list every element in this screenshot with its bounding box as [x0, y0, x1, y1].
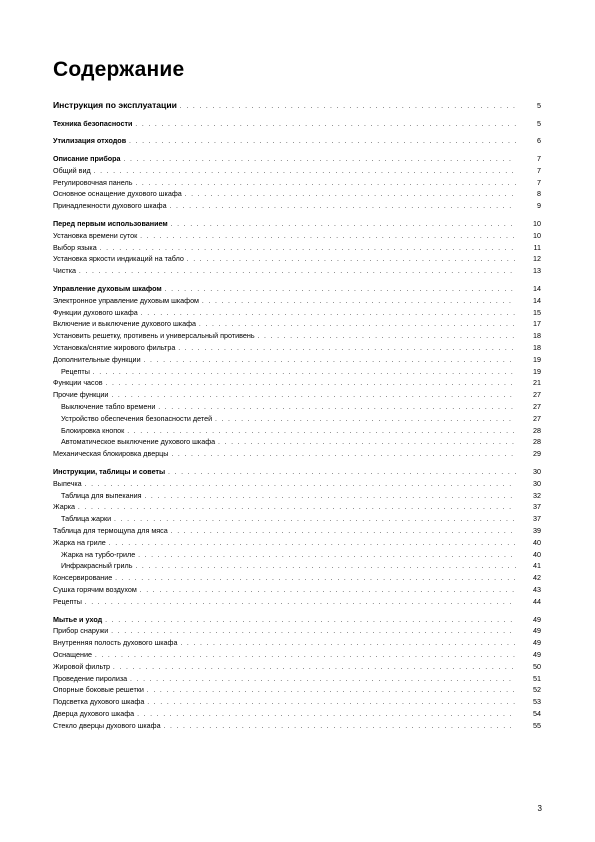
toc-entry[interactable]	[53, 673, 541, 685]
dot-leader	[115, 574, 516, 586]
toc-entry[interactable]	[53, 200, 541, 212]
toc-entry-label: Дверца духового шкафа	[53, 708, 135, 718]
toc-entry-page-number: 5	[537, 118, 541, 128]
dot-leader	[180, 101, 516, 114]
toc-entry-page-number: 37	[533, 514, 541, 524]
dot-leader	[137, 710, 516, 722]
toc-section	[53, 283, 541, 460]
toc-entry-label: Рецепты	[53, 596, 82, 606]
toc-entry-label: Основное оснащение духового шкафа	[53, 189, 182, 199]
toc-entry-label: Стекло дверцы духового шкафа	[53, 720, 161, 730]
toc-entry[interactable]	[53, 625, 541, 637]
dot-leader	[145, 492, 516, 504]
toc-entry[interactable]	[53, 572, 541, 584]
toc-entry-page-number: 54	[533, 708, 541, 718]
toc-entry-label: Установка яркости индикаций на табло	[53, 254, 184, 264]
toc-entry-page-number: 9	[537, 201, 541, 211]
toc-entry-label: Проведение пиролиза	[53, 673, 128, 683]
toc-heading[interactable]	[53, 153, 541, 165]
dot-leader	[136, 562, 517, 574]
toc-entry[interactable]	[53, 448, 541, 460]
dot-leader	[93, 368, 516, 380]
toc-section	[53, 466, 541, 608]
toc-entry[interactable]	[53, 330, 541, 342]
toc-heading[interactable]	[53, 283, 541, 295]
toc-entry[interactable]	[53, 377, 541, 389]
toc-entry[interactable]	[53, 436, 541, 448]
toc-entry[interactable]	[53, 177, 541, 189]
dot-leader	[94, 167, 516, 179]
toc-entry-page-number: 13	[533, 266, 541, 276]
toc-entry[interactable]	[53, 265, 541, 277]
toc-entry[interactable]	[53, 230, 541, 242]
toc-entry-label: Жарка на турбо-гриле	[61, 549, 136, 559]
toc-entry-label: Мытье и уход	[53, 614, 103, 624]
toc-entry[interactable]	[53, 389, 541, 401]
dot-leader	[79, 267, 516, 279]
toc-entry-label: Выбор языка	[53, 242, 97, 252]
toc-entry-label: Таблица жарки	[61, 514, 112, 524]
toc-entry-page-number: 8	[537, 189, 541, 199]
toc-entry-label: Сушка горячим воздухом	[53, 584, 137, 594]
toc-entry[interactable]	[53, 501, 541, 513]
toc-entry-label: Утилизация отходов	[53, 136, 127, 146]
dot-leader	[85, 598, 516, 610]
toc-section	[53, 153, 541, 212]
toc-entry[interactable]	[53, 708, 541, 720]
page-title: Содержание	[53, 58, 185, 81]
toc-entry-page-number: 27	[533, 390, 541, 400]
toc-entry-page-number: 5	[537, 101, 541, 110]
toc-entry-label: Принадлежности духового шкафа	[53, 201, 167, 211]
toc-entry-page-number: 27	[533, 413, 541, 423]
toc-entry-page-number: 32	[533, 490, 541, 500]
toc-section	[53, 99, 541, 112]
toc-entry-page-number: 49	[533, 614, 541, 624]
page-number: 3	[537, 804, 542, 813]
dot-leader	[85, 480, 516, 492]
toc-entry-page-number: 30	[533, 467, 541, 477]
toc-entry-label: Прочие функции	[53, 390, 109, 400]
toc-entry[interactable]	[53, 307, 541, 319]
dot-leader	[140, 586, 516, 598]
toc-entry[interactable]	[53, 295, 541, 307]
toc-entry-page-number: 10	[533, 219, 541, 229]
toc-entry[interactable]	[53, 188, 541, 200]
dot-leader	[138, 551, 516, 563]
toc-entry-label: Инфракрасный гриль	[61, 561, 133, 571]
toc-entry-label: Включение и выключение духового шкафа	[53, 319, 197, 329]
toc-entry[interactable]	[53, 584, 541, 596]
toc-entry-page-number: 40	[533, 537, 541, 547]
toc-entry-page-number: 49	[533, 649, 541, 659]
toc-entry-page-number: 7	[537, 165, 541, 175]
toc-entry-label: Выключение табло времени	[61, 402, 156, 412]
toc-entry-label: Опорные боковые решетки	[53, 685, 144, 695]
dot-leader	[165, 285, 516, 297]
toc-entry-page-number: 44	[533, 596, 541, 606]
dot-leader	[170, 202, 516, 214]
dot-leader	[147, 686, 516, 698]
toc-entry-label: Жировой фильтр	[53, 661, 110, 671]
toc-entry-label: Устройство обеспечения безопасности детей	[61, 413, 213, 423]
toc-entry-page-number: 27	[533, 402, 541, 412]
dot-leader	[218, 438, 516, 450]
toc-entry-page-number: 37	[533, 502, 541, 512]
toc-entry-page-number: 53	[533, 697, 541, 707]
dot-leader	[187, 255, 516, 267]
toc-entry-page-number: 21	[533, 378, 541, 388]
toc-entry-label: Жарка	[53, 502, 76, 512]
toc-heading[interactable]	[53, 135, 541, 147]
toc-entry-page-number: 29	[533, 449, 541, 459]
dot-leader	[141, 309, 516, 321]
dot-leader	[135, 179, 516, 191]
toc-entry-label: Оснащение	[53, 649, 92, 659]
toc-entry[interactable]	[53, 478, 541, 490]
dot-leader	[168, 468, 516, 480]
table-of-contents	[53, 99, 541, 738]
toc-entry[interactable]	[53, 413, 541, 425]
toc-entry-label: Консервирование	[53, 573, 113, 583]
dot-leader	[171, 527, 516, 539]
toc-entry-page-number: 28	[533, 425, 541, 435]
toc-entry-label: Установить решетку, противень и универсальный противень	[53, 331, 255, 341]
dot-leader	[171, 450, 516, 462]
toc-entry-page-number: 49	[533, 626, 541, 636]
toc-entry-label: Рецепты	[61, 366, 90, 376]
toc-entry-page-number: 49	[533, 638, 541, 648]
toc-entry-label: Жарка на гриле	[53, 537, 106, 547]
toc-entry-page-number: 19	[533, 366, 541, 376]
dot-leader	[135, 120, 516, 132]
dot-leader	[111, 391, 516, 403]
toc-entry-page-number: 6	[537, 136, 541, 146]
toc-entry-label: Прибор снаружи	[53, 626, 109, 636]
toc-heading[interactable]	[53, 118, 541, 130]
toc-entry-page-number: 41	[533, 561, 541, 571]
toc-entry-label: Инструкции, таблицы и советы	[53, 467, 166, 477]
toc-entry[interactable]	[53, 342, 541, 354]
dot-leader	[105, 616, 516, 628]
toc-entry-page-number: 43	[533, 584, 541, 594]
dot-leader	[140, 232, 516, 244]
toc-entry-label: Таблица для термощупа для мяса	[53, 526, 168, 535]
toc-entry-page-number: 39	[533, 526, 541, 535]
toc-entry[interactable]	[53, 560, 541, 572]
dot-leader	[147, 698, 516, 710]
toc-heading[interactable]	[53, 614, 541, 626]
toc-entry-page-number: 30	[533, 478, 541, 488]
toc-section	[53, 135, 541, 147]
toc-entry[interactable]	[53, 549, 541, 561]
toc-entry-label: Техника безопасности	[53, 118, 133, 128]
toc-entry[interactable]	[53, 242, 541, 254]
dot-leader	[130, 675, 516, 687]
toc-entry[interactable]	[53, 696, 541, 708]
toc-entry[interactable]	[53, 490, 541, 502]
dot-leader	[114, 515, 516, 527]
toc-entry-page-number: 12	[533, 254, 541, 264]
toc-entry-label: Выпечка	[53, 478, 82, 488]
toc-entry-page-number: 18	[533, 343, 541, 353]
dot-leader	[180, 639, 516, 651]
toc-entry-label: Чистка	[53, 266, 76, 276]
toc-entry[interactable]	[53, 637, 541, 649]
toc-entry-label: Управление духовым шкафом	[53, 284, 162, 294]
toc-entry-page-number: 11	[533, 242, 541, 252]
dot-leader	[258, 332, 516, 344]
toc-entry[interactable]	[53, 165, 541, 177]
dot-leader	[106, 379, 516, 391]
toc-entry-page-number: 15	[533, 307, 541, 317]
toc-entry-page-number: 18	[533, 331, 541, 341]
toc-entry-label: Функции часов	[53, 378, 103, 388]
toc-heading[interactable]	[53, 466, 541, 478]
dot-leader	[144, 356, 516, 368]
toc-entry-page-number: 7	[537, 154, 541, 164]
toc-section	[53, 218, 541, 277]
toc-entry-page-number: 17	[533, 319, 541, 329]
toc-entry-label: Блокировка кнопок	[61, 425, 125, 435]
toc-entry-label: Внутренняя полость духового шкафа	[53, 638, 178, 648]
toc-entry-page-number: 28	[533, 437, 541, 447]
toc-entry-page-number: 55	[533, 720, 541, 730]
toc-entry-label: Перед первым использованием	[53, 219, 168, 229]
dot-leader	[185, 190, 516, 202]
toc-heading[interactable]	[53, 218, 541, 230]
toc-entry[interactable]	[53, 537, 541, 549]
toc-section	[53, 118, 541, 130]
toc-entry-label: Установка/снятие жирового фильтра	[53, 343, 176, 353]
toc-entry-page-number: 14	[533, 295, 541, 305]
dot-leader	[129, 137, 516, 149]
toc-entry-page-number: 10	[533, 230, 541, 240]
toc-entry-label: Инструкция по эксплуатации	[53, 100, 177, 110]
toc-entry[interactable]	[53, 425, 541, 437]
toc-entry-label: Электронное управление духовым шкафом	[53, 295, 200, 305]
toc-entry[interactable]	[53, 649, 541, 661]
toc-entry-label: Подсветка духового шкафа	[53, 697, 145, 707]
toc-entry[interactable]	[53, 513, 541, 525]
dot-leader	[109, 539, 516, 551]
toc-entry-label: Таблица для выпекания	[61, 490, 142, 500]
toc-entry-page-number: 40	[533, 549, 541, 559]
toc-entry-page-number: 42	[533, 573, 541, 583]
dot-leader	[78, 503, 516, 515]
toc-entry[interactable]	[53, 684, 541, 696]
dot-leader	[164, 722, 516, 734]
dot-leader	[215, 415, 516, 427]
toc-entry-page-number: 7	[537, 177, 541, 187]
toc-entry-label: Автоматическое выключение духового шкафа	[61, 437, 216, 447]
toc-entry-label: Регулировочная панель	[53, 177, 133, 187]
toc-entry[interactable]	[53, 318, 541, 330]
toc-entry[interactable]	[53, 366, 541, 378]
dot-leader	[171, 220, 516, 232]
dot-leader	[178, 344, 516, 356]
toc-entry-page-number: 14	[533, 284, 541, 294]
dot-leader	[95, 651, 516, 663]
toc-entry-page-number: 51	[533, 673, 541, 683]
toc-entry-page-number: 19	[533, 354, 541, 364]
dot-leader	[124, 155, 516, 167]
toc-entry-label: Описание прибора	[53, 154, 121, 164]
toc-section	[53, 614, 541, 732]
dot-leader	[202, 297, 516, 309]
toc-entry-label: Механическая блокировка дверцы	[53, 449, 169, 459]
toc-entry[interactable]	[53, 354, 541, 366]
toc-entry-page-number: 50	[533, 661, 541, 671]
toc-entry[interactable]	[53, 525, 541, 537]
toc-entry[interactable]	[53, 661, 541, 673]
toc-entry-label: Установка времени суток	[53, 230, 138, 240]
toc-entry[interactable]	[53, 253, 541, 265]
toc-entry-label: Дополнительные функции	[53, 354, 141, 364]
toc-entry-label: Функции духового шкафа	[53, 307, 138, 317]
toc-entry[interactable]	[53, 401, 541, 413]
toc-entry[interactable]	[53, 596, 541, 608]
toc-entry-label: Общий вид	[53, 165, 91, 175]
toc-entry[interactable]	[53, 720, 541, 732]
toc-entry-page-number: 52	[533, 685, 541, 695]
toc-heading[interactable]	[53, 99, 541, 112]
dot-leader	[113, 663, 516, 675]
